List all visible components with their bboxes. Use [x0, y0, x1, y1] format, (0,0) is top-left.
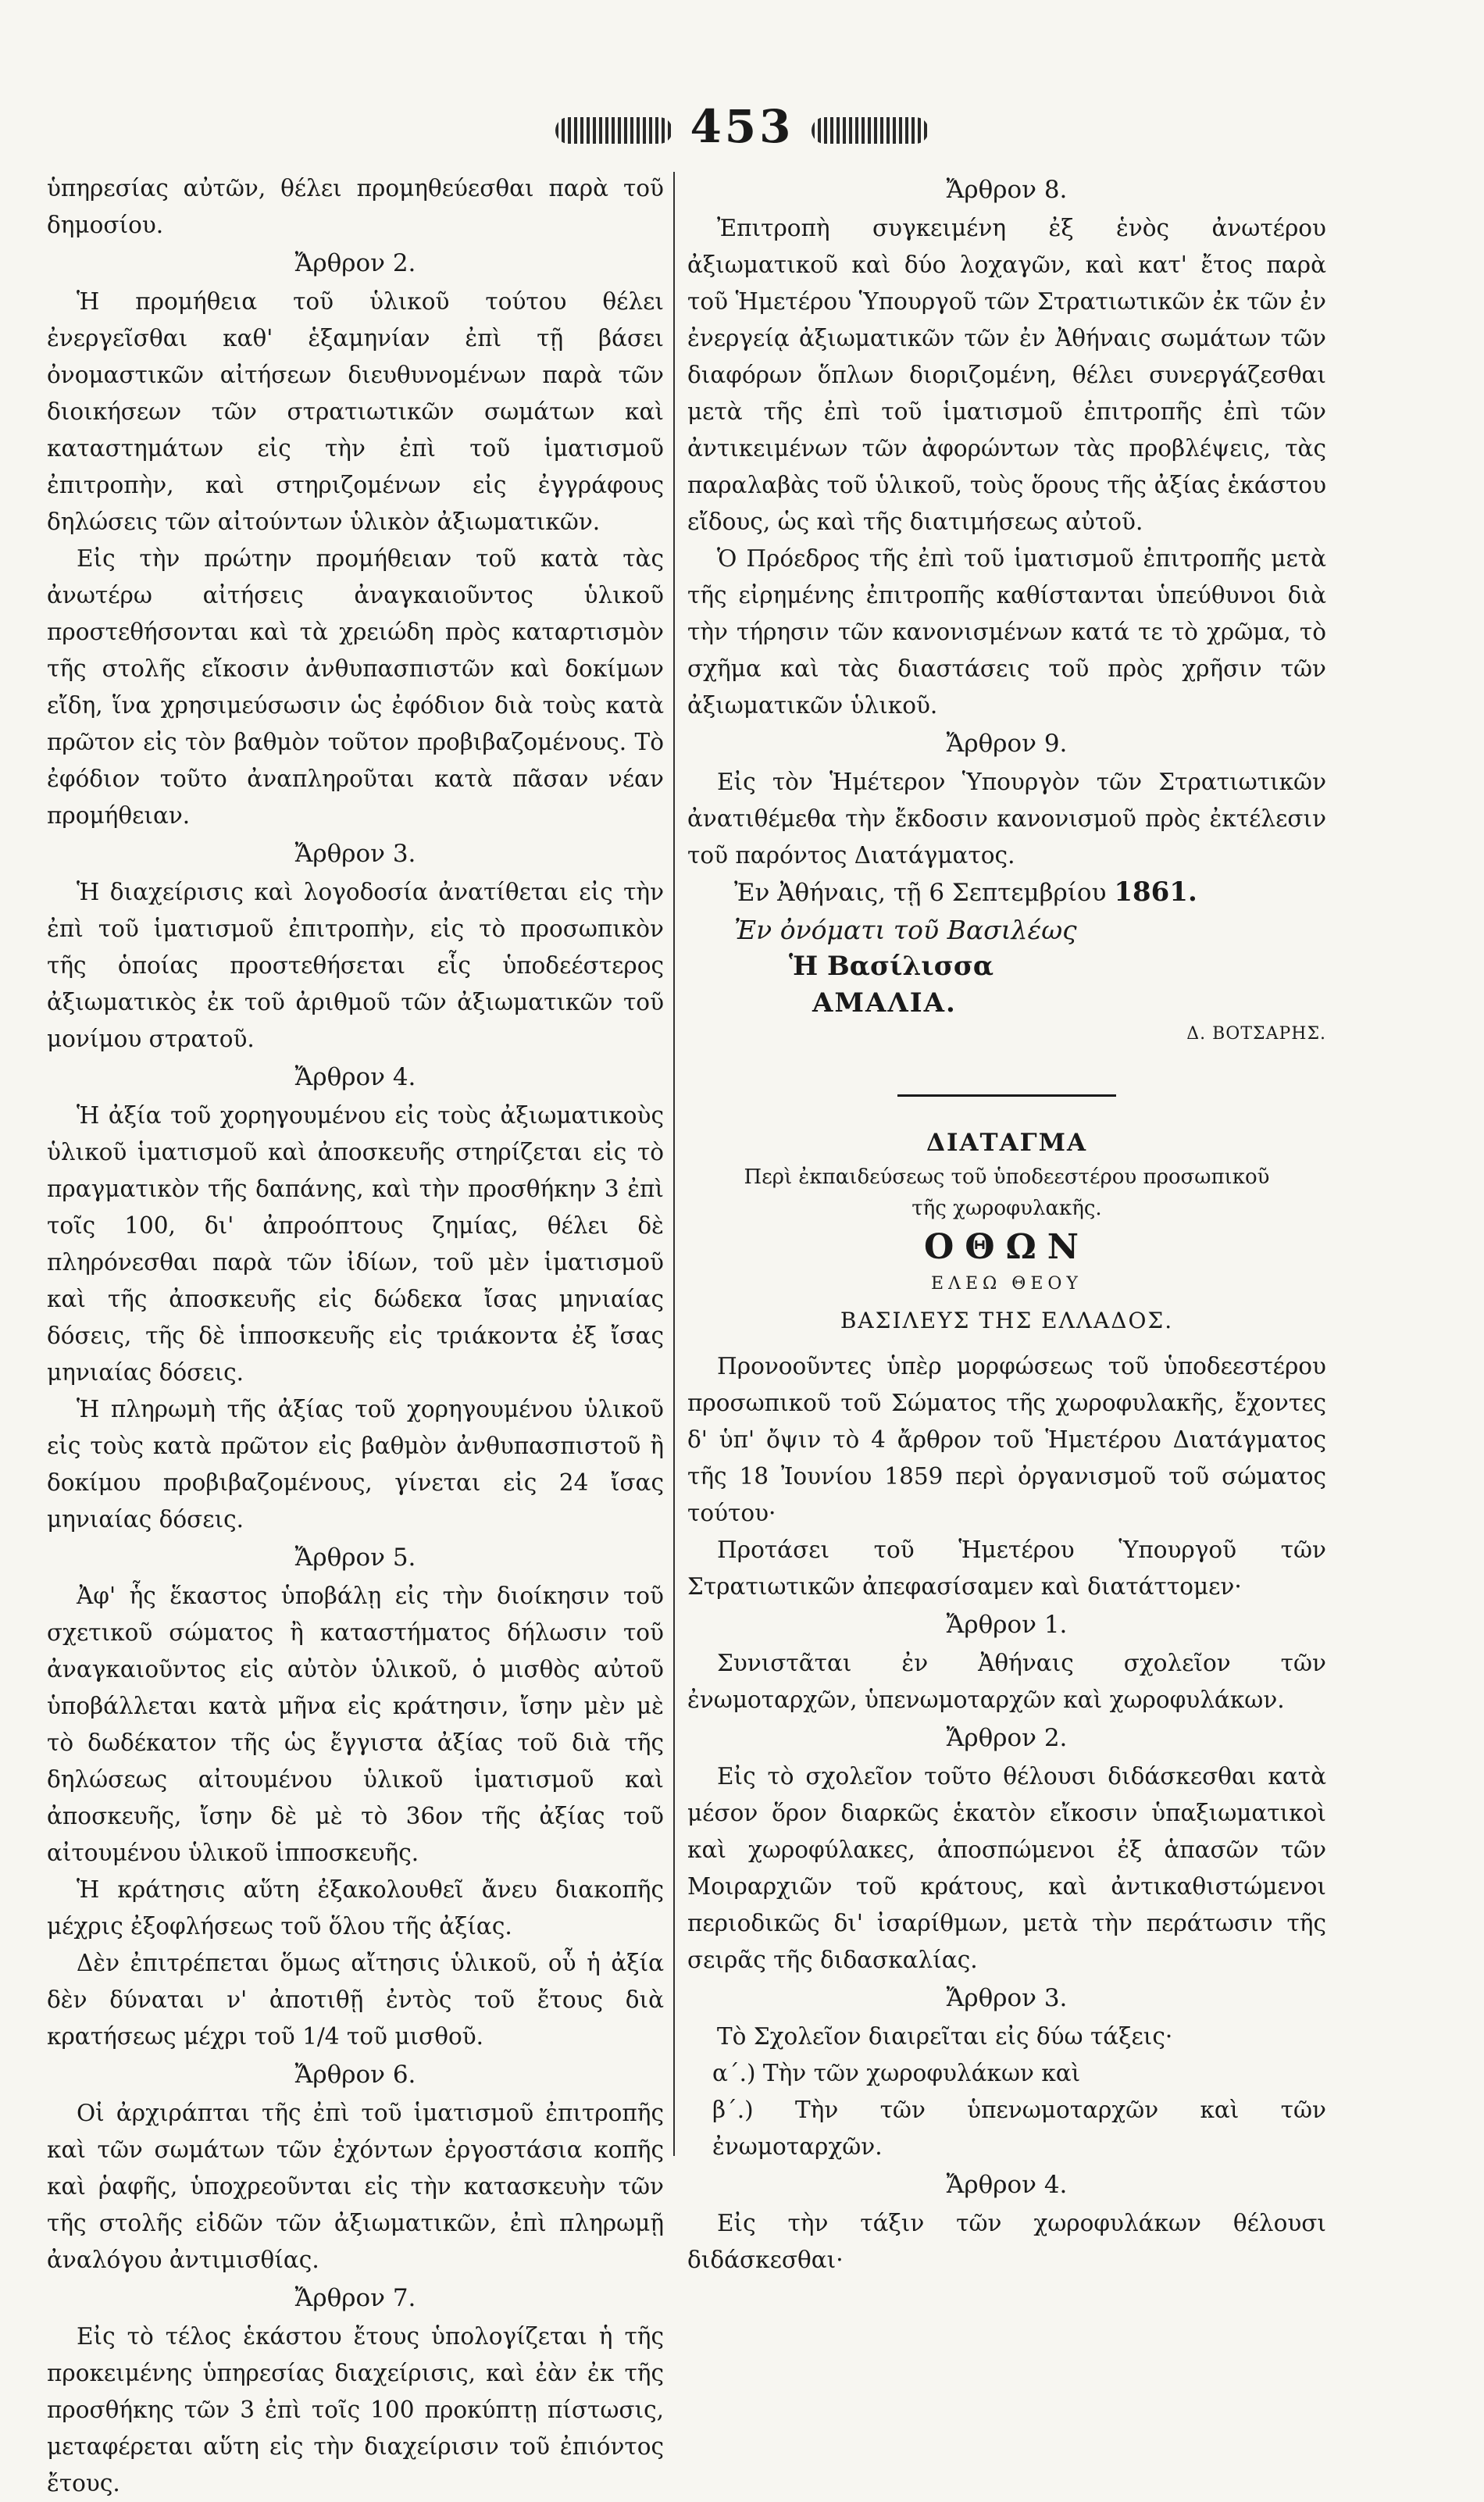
- king-title: ΒΑΣΙΛΕΥΣ ΤΗΣ ΕΛΛΑΔΟΣ.: [840, 1308, 1174, 1333]
- page-header: [0, 100, 1484, 153]
- decree-subtitle-line2: τῆς χωροφυλακῆς.: [911, 1197, 1102, 1220]
- article-heading: Ἄρθρον 5.: [294, 1544, 416, 1572]
- article-heading: Ἄρθρον 3.: [946, 1984, 1068, 2012]
- article-heading: Ἄρθρον 3.: [294, 840, 416, 868]
- paragraph: Ἡ πληρωμὴ τῆς ἀξίας τοῦ χορηγουμένου ὑλικοῦ εἰς τοὺς κατὰ πρῶτον εἰς βαθμὸν ἀνθυπασπιστοῦ ἢ δοκίμου προβιβαζομένους, γίνεται εἰς 24 ἴσας μηνιαίας δόσεις.: [47, 1396, 664, 1533]
- paragraph: Ἡ κράτησις αὕτη ἐξακολουθεῖ ἄνευ διακοπῆς μέχρις ἐξοφλήσεως τοῦ ὅλου τῆς ἀξίας.: [47, 1876, 664, 1940]
- paragraph: Ἐπιτροπὴ συγκειμένη ἐξ ἑνὸς ἀνωτέρου ἀξιωματικοῦ καὶ δύο λοχαγῶν, καὶ κατ' ἔτος παρὰ τοῦ Ἡμετέρου Ὑπουργοῦ τῶν Στρατιωτικῶν ἐκ τῶν ἐν ἐνεργείᾳ ἀξιωματικῶν τῶν ἐν Ἀθήναις σωμάτων τῶν διαφόρων ὅπλων διοριζομένη, θέλει συνεργάζεσθαι μετὰ τῆς ἐπὶ τοῦ ἱματισμοῦ ἐπιτροπῆς ἐπὶ τῶν ἀντικειμένων τῶν ἀφορώντων τὰς προβλέψεις, τὰς παραλαβὰς τοῦ ὑλικοῦ, τοὺς ὅρους τῆς ἀξίας ἑκάστου εἴδους, ὡς καὶ τῆς διατιμήσεως αὐτοῦ.: [687, 215, 1326, 535]
- paragraph: Εἰς τὴν πρώτην προμήθειαν τοῦ κατὰ τὰς ἀνωτέρω αἰτήσεις ἀναγκαιοῦντος ὑλικοῦ προστεθήσονται καὶ τὰ χρειώδη πρὸς καταρτισμὸν τῆς στολῆς εἴκοσιν ἀνθυπασπιστῶν καὶ δοκίμων εἴδη, ἵνα χρησιμεύσωσιν ὡς ἐφόδιον διὰ τοὺς κατὰ πρῶτον εἰς τὸν βαθμὸν τοῦτον προβιβαζομένους. Τὸ ἐφόδιον τοῦτο ἀναπληροῦται κατὰ πᾶσαν νέαν προμήθειαν.: [47, 545, 664, 829]
- left-column: [47, 170, 664, 2502]
- ornament-left-icon: [555, 117, 672, 144]
- paragraph: Ἡ διαχείρισις καὶ λογοδοσία ἀνατίθεται εἰς τὴν ἐπὶ τοῦ ἱματισμοῦ ἐπιτροπὴν, εἰς τὸ προσωπικὸν τῆς ὁποίας προστεθήσεται εἷς ὑποδεέστερος ἀξιωματικὸς ἐκ τοῦ ἀριθμοῦ τῶν ἀξιωματικῶν τοῦ μονίμου στρατοῦ.: [47, 879, 664, 1052]
- paragraph: Ἀφ' ἧς ἕκαστος ὑποβάλῃ εἰς τὴν διοίκησιν τοῦ σχετικοῦ σώματος ἢ καταστήματος δήλωσιν τοῦ ἀναγκαιοῦντος εἰς αὐτὸν ὑλικοῦ, ὁ μισθὸς αὐτοῦ ὑποβάλλεται κατὰ μῆνα εἰς κράτησιν, ἴσην μὲν μὲ τὸ δωδέκατον τῆς ὡς ἔγγιστα ἀξίας τοῦ διὰ τῆς δηλώσεως αἰτουμένου ὑλικοῦ ἱματισμοῦ καὶ ἀποσκευῆς, ἴσην δὲ μὲ τὸ 36ον τῆς ἀξίας τοῦ αἰτουμένου ὑλικοῦ ἱπποσκευῆς.: [47, 1583, 664, 1866]
- section-rule: [897, 1094, 1116, 1097]
- article-heading: Ἄρθρον 1.: [946, 1611, 1068, 1639]
- date-text: Ἐν Ἀθήναις, τῇ 6 Σεπτεμβρίου: [734, 879, 1115, 907]
- by-grace-of-god: ΕΛΕΩ ΘΕΟΥ: [931, 1274, 1083, 1294]
- article-heading: Ἄρθρον 2.: [294, 249, 416, 277]
- article-heading: Ἄρθρον 6.: [294, 2061, 416, 2089]
- queen-title: Ἡ Βασίλισσα: [789, 951, 994, 982]
- article-heading: Ἄρθρον 8.: [946, 176, 1068, 204]
- decree-title: ΔΙΑΤΑΓΜΑ: [926, 1129, 1088, 1157]
- paragraph: Δὲν ἐπιτρέπεται ὅμως αἴτησις ὑλικοῦ, οὗ ἡ ἀξία δὲν δύναται ν' ἀποτιθῇ ἐντὸς τοῦ ἔτους διὰ κρατήσεως μέχρι τοῦ 1/4 τοῦ μισθοῦ.: [47, 1950, 664, 2050]
- list-item: β΄.) Τὴν τῶν ὑπενωμοταρχῶν καὶ τῶν ἐνωμοταρχῶν.: [712, 2097, 1326, 2160]
- paragraph: Συνιστᾶται ἐν Ἀθήναις σχολεῖον τῶν ἐνωμοταρχῶν, ὑπενωμοταρχῶν καὶ χωροφυλάκων.: [687, 1650, 1326, 1713]
- article-heading: Ἄρθρον 7.: [294, 2284, 416, 2312]
- paragraph: Ἡ προμήθεια τοῦ ὑλικοῦ τούτου θέλει ἐνεργεῖσθαι καθ' ἑξαμηνίαν ἐπὶ τῇ βάσει ὀνομαστικῶν αἰτήσεων διευθυνομένων παρὰ τῶν διοικήσεων τῶν στρατιωτικῶν σωμάτων καὶ καταστημάτων εἰς τὴν ἐπὶ τοῦ ἱματισμοῦ ἐπιτροπὴν, καὶ στηριζομένων εἰς ἐγγράφους δηλώσεις τῶν αἰτούντων ὑλικὸν ἀξιωματικῶν.: [47, 288, 664, 535]
- paragraph: Προτάσει τοῦ Ἡμετέρου Ὑπουργοῦ τῶν Στρατιωτικῶν ἀπεφασίσαμεν καὶ διατάττομεν·: [687, 1537, 1326, 1600]
- right-column: [687, 170, 1326, 2279]
- queen-name: ΑΜΑΛΙΑ.: [812, 987, 957, 1019]
- page-number: 453: [690, 100, 794, 153]
- article-heading: Ἄρθρον 9.: [946, 730, 1068, 758]
- decree-subtitle-line1: Περὶ ἐκπαιδεύσεως τοῦ ὑποδεεστέρου προσωπικοῦ: [744, 1165, 1270, 1189]
- article-heading: Ἄρθρον 2.: [946, 1724, 1068, 1752]
- paragraph: Τὸ Σχολεῖον διαιρεῖται εἰς δύω τάξεις·: [717, 2023, 1173, 2050]
- paragraph: Εἰς τὴν τάξιν τῶν χωροφυλάκων θέλουσι διδάσκεσθαι·: [687, 2210, 1326, 2273]
- paragraph: Οἱ ἀρχιράπται τῆς ἐπὶ τοῦ ἱματισμοῦ ἐπιτροπῆς καὶ τῶν σωμάτων τῶν ἐχόντων ἐργοστάσια κοπῆς καὶ ῥαφῆς, ὑποχρεοῦνται εἰς τὴν κατασκευὴν τῶν τῆς στολῆς εἰδῶν τῶν ἀξιωματικῶν, ἐπὶ πληρωμῇ ἀναλόγου ἀντιμισθίας.: [47, 2100, 664, 2273]
- date-year: 1861.: [1114, 876, 1197, 908]
- paragraph: Ἡ ἀξία τοῦ χορηγουμένου εἰς τοὺς ἀξιωματικοὺς ὑλικοῦ ἱματισμοῦ καὶ ἀποσκευῆς στηρίζεται εἰς τὸ πραγματικὸν τῆς δαπάνης, καὶ τὴν προσθήκην 3 ἐπὶ τοῖς 100, δι' ἀπροόπτους ζημίας, θέλει δὲ πληρόνεσθαι παρὰ τῶν ἰδίων, τοῦ μὲν ἱματισμοῦ καὶ τῆς ἀποσκευῆς εἰς δώδεκα ἴσας μηνιαίας δόσεις, τῆς δὲ ἱπποσκευῆς εἰς τριάκοντα ἐξ ἴσας μηνιαίας δόσεις.: [47, 1102, 664, 1386]
- paragraph: ὑπηρεσίας αὐτῶν, θέλει προμηθεύεσθαι παρὰ τοῦ δημοσίου.: [47, 175, 664, 238]
- paragraph: Ὁ Πρόεδρος τῆς ἐπὶ τοῦ ἱματισμοῦ ἐπιτροπῆς μετὰ τῆς εἰρημένης ἐπιτροπῆς καθίστανται ὑπεύθυνοι διὰ τὴν τήρησιν τῶν κανονισμένων κατά τε τὸ χρῶμα, τὸ σχῆμα καὶ τὰς διαστάσεις τοῦ πρὸς χρῆσιν τῶν ἀξιωματικῶν ὑλικοῦ.: [687, 545, 1326, 719]
- paragraph: Εἰς τὸν Ἡμέτερον Ὑπουργὸν τῶν Στρατιωτικῶν ἀνατιθέμεθα τὴν ἔκδοσιν κανονισμοῦ πρὸς ἐκτέλεσιν τοῦ παρόντος Διατάγματος.: [687, 769, 1326, 869]
- article-heading: Ἄρθρον 4.: [294, 1063, 416, 1091]
- king-name: ΟΘΩΝ: [923, 1227, 1090, 1267]
- paragraph: Εἰς τὸ τέλος ἑκάστου ἔτους ὑπολογίζεται ἡ τῆς προκειμένης ὑπηρεσίας διαχείρισις, καὶ ἐὰν ἐκ τῆς προσθήκης τῶν 3 ἐπὶ τοῖς 100 προκύπτῃ πίστωσις, μεταφέρεται αὕτη εἰς τὴν διαχείρισιν τοῦ ἐπιόντος ἔτους.: [47, 2323, 664, 2497]
- ornament-right-icon: [812, 117, 929, 144]
- list-item: α΄.) Τὴν τῶν χωροφυλάκων καὶ: [712, 2060, 1081, 2086]
- paragraph: Εἰς τὸ σχολεῖον τοῦτο θέλουσι διδάσκεσθαι κατὰ μέσον ὅρον διαρκῶς ἑκατὸν εἴκοσιν ὑπαξιωματικοὶ καὶ χωροφύλακες, ἀποσπώμενοι ἐξ ἁπασῶν τῶν Μοιραρχιῶν τοῦ κράτους, καὶ ἀντικαθιστώμενοι περιοδικῶς δι' ἰσαρίθμων, μετὰ τὴν περάτωσιν τῆς σειρᾶς τῆς διδασκαλίας.: [687, 1763, 1326, 1973]
- column-divider: [673, 172, 675, 2156]
- date-line: [687, 874, 1326, 912]
- signer-name: Δ. ΒΟΤΣΑΡΗΣ.: [1186, 1024, 1326, 1044]
- paragraph: Προνοοῦντες ὑπὲρ μορφώσεως τοῦ ὑποδεεστέρου προσωπικοῦ τοῦ Σώματος τῆς χωροφυλακῆς, ἔχοντες δ' ὑπ' ὄψιν τὸ 4 ἄρθρον τοῦ Ἡμετέρου Διατάγματος τῆς 18 Ἰουνίου 1859 περὶ ὀργανισμοῦ τοῦ σώματος τούτου·: [687, 1353, 1326, 1526]
- article-heading: Ἄρθρον 4.: [946, 2171, 1068, 2199]
- in-name-of-king: Ἐν ὀνόματι τοῦ Βασιλέως: [734, 915, 1077, 945]
